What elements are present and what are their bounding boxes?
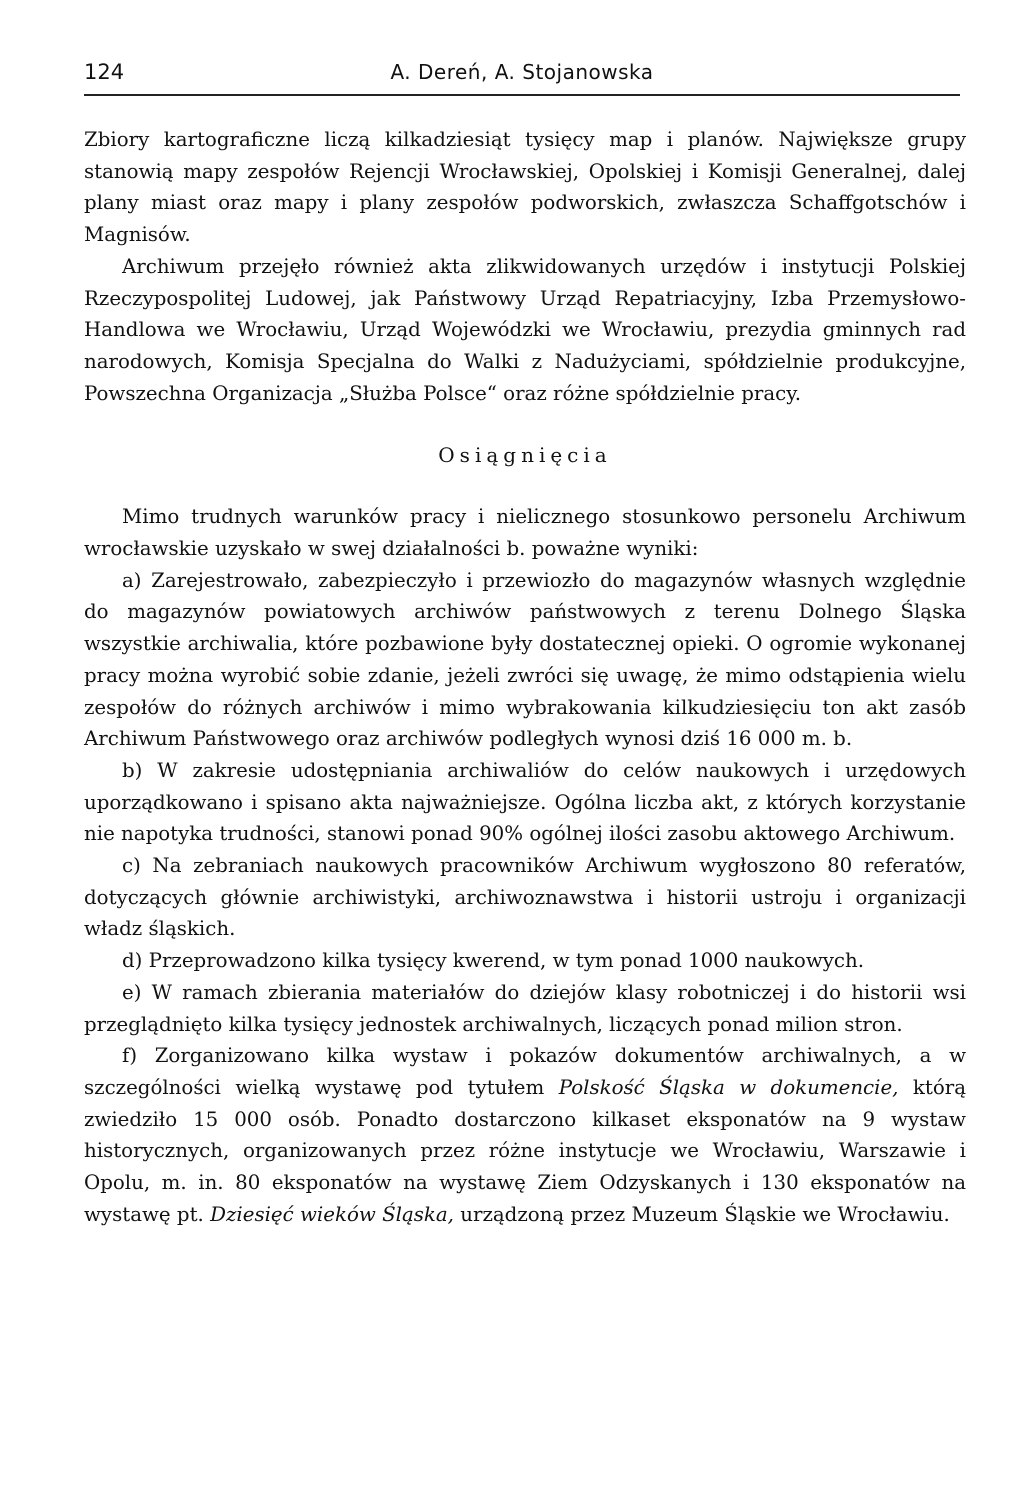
paragraph-b: b) W zakresie udostępniania archiwaliów do celów naukowych i urzędowych uporządkowano i spisano akta najważniejsze. Ogólna liczba akt, z których korzystanie nie napotyka trudności, stanowi ponad 90% ogólnej ilości zasobu aktowego Archiwum. bbox=[84, 758, 966, 846]
paragraph-f-text-3: urządzoną przez Muzeum Śląskie we Wrocławiu. bbox=[453, 1202, 950, 1226]
paragraph-mimo: Mimo trudnych warunków pracy i nielicznego stosunkowo personelu Archiwum wrocławskie uzyskało w swej działalności b. poważne wyniki: bbox=[84, 505, 966, 561]
page-header bbox=[84, 60, 960, 94]
running-head: A. Dereń, A. Stojanowska bbox=[390, 60, 654, 84]
page-number: 124 bbox=[84, 60, 125, 84]
body-text bbox=[84, 124, 966, 1231]
paragraph-f-text-2: którą zwiedziło 15 000 osób. Ponadto dostarczono kilkaset eksponatów na 9 wystaw historycznych, organizowanych przez różne instytucje we Wrocławiu, Warszawie i Opolu, m. in. 80 eksponatów na wystawę Ziem Odzyskanych i 130 eksponatów na wystawę pt. bbox=[84, 1075, 966, 1226]
paragraph-a: a) Zarejestrowało, zabezpieczyło i przewiozło do magazynów własnych względnie do magazynów powiatowych archiwów państwowych z terenu Dolnego Śląska wszystkie archiwalia, które pozbawione były dostatecznej opieki. O ogromie wykonanej pracy można wyrobić sobie zdanie, jeżeli zwróci się uwagę, że mimo odstąpienia wielu zespołów do różnych archiwów i mimo wybrakowania kilkudziesięciu ton akt zasób Archiwum Państwowego oraz archiwów podległych wynosi dziś 16 000 m. b. bbox=[84, 568, 966, 751]
paragraph-archiwum-przejelo: Archiwum przejęło również akta zlikwidowanych urzędów i instytucji Polskiej Rzeczypospolitej Ludowej, jak Państwowy Urząd Repatriacyjny, Izba Przemysłowo-Handlowa we Wrocławiu, Urząd Wojewódzki we Wrocławiu, prezydia gminnych rad narodowych, Komisja Specjalna do Walki z Nadużyciami, spółdzielnie produkcyjne, Powszechna Organizacja „Służba Polsce“ oraz różne spółdzielnie pracy. bbox=[84, 254, 966, 405]
paragraph-d: d) Przeprowadzono kilka tysięcy kwerend, w tym ponad 1000 naukowych. bbox=[122, 949, 865, 973]
paragraph-kartograficzne: Zbiory kartograficzne liczą kilkadziesiąt tysięcy map i planów. Największe grupy stanowią mapy zespołów Rejencji Wrocławskiej, Opolskiej i Komisji Generalnej, dalej plany miast oraz mapy i plany zespołów podworskich, zwłaszcza Schaffgotschów i Magnisów. bbox=[84, 128, 966, 247]
paragraph-e: e) W ramach zbierania materiałów do dziejów klasy robotniczej i do historii wsi przeglądnięto kilka tysięcy jednostek archiwalnych, liczących ponad milion stron. bbox=[84, 980, 966, 1036]
paragraph-f-text-1: f) Zorganizowano kilka wystaw i pokazów dokumentów archiwalnych, a w szczególności wielką wystawę pod tytułem bbox=[84, 1044, 966, 1099]
section-heading: Osiągnięcia bbox=[438, 443, 612, 468]
exhibition-title-polskosc: Polskość Śląska w dokumencie, bbox=[558, 1075, 899, 1099]
exhibition-title-dziesiec-wiekow: Dziesięć wieków Śląska, bbox=[210, 1202, 454, 1226]
paragraph-f bbox=[84, 1040, 966, 1230]
header-rule bbox=[84, 94, 960, 96]
paragraph-c: c) Na zebraniach naukowych pracowników Archiwum wygłoszono 80 referatów, dotyczących głównie archiwistyki, archiwoznawstwa i historii ustroju i organizacji władz śląskich. bbox=[84, 854, 966, 941]
